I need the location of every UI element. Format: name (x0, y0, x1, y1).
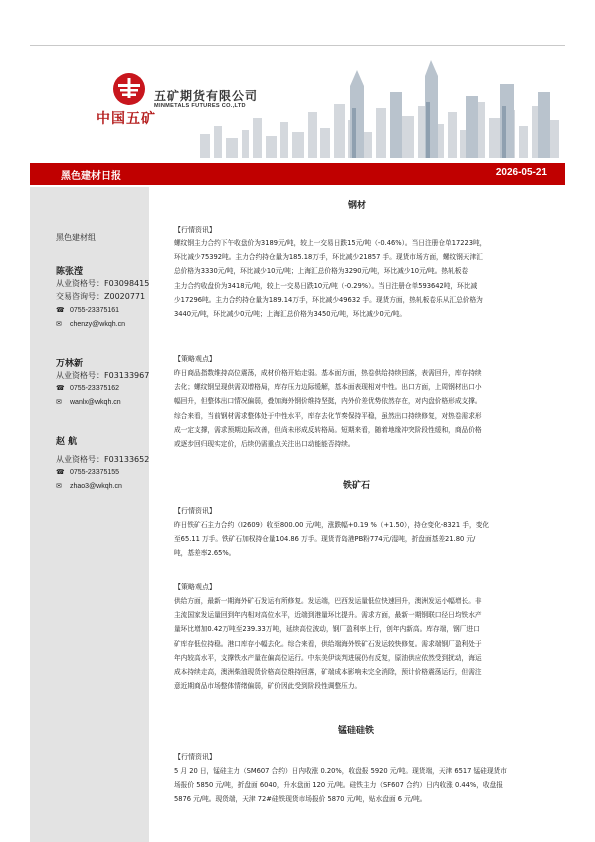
paragraph-line: 或逐步回归现实定价，后续仍需重点关注出口动能能否持续。 (174, 440, 355, 449)
analyst-email[interactable]: chenzy@wkqh.cn (70, 320, 125, 328)
section-title-ferroalloy: 锰硅硅铁 (338, 726, 375, 736)
paragraph-line: 幅回升，但整体出口情况偏弱，叠加海外钢价维持坚挺，内外价差优势依然存在，对内盘价格形成支撑。 (174, 397, 482, 406)
analyst-name: 万林新 (56, 359, 84, 369)
iron-ore-market-info (174, 518, 556, 561)
analyst-email[interactable]: zhao3@wkqh.cn (70, 483, 122, 491)
paragraph-line: 年内较高水平，支撑铁水产量在偏高位运行。中东美伊谈判进展仍有反复，原油供应依然受到扰动，海运 (174, 653, 482, 662)
strategy-label: 【策略观点】 (174, 355, 216, 363)
paragraph-line: 总价格为3330元/吨，环比减少10元/吨；上海汇总价格为3290元/吨，环比减少10元/吨。热轧板卷 (174, 267, 469, 276)
analyst-card (56, 264, 166, 332)
paragraph-line: 成一定支撑，需求预期边际改善，但尚未形成反转格局。短期来看，随着地缘冲突阶段性缓和，商品价格 (174, 425, 482, 434)
minmetals-logo-icon (110, 70, 148, 108)
analyst-email[interactable]: wanlx@wkqh.cn (70, 399, 121, 407)
analyst-cert: 从业资格号：F03133967 (56, 370, 150, 380)
team-name: 黑色建材组 (56, 233, 96, 242)
phone-icon: ☎ (56, 468, 65, 477)
paragraph-line: 供给方面，最新一期海外矿石发运有所修复。发运端，巴西发运量低位快速回升，澳洲发运小幅增长。非 (174, 597, 482, 605)
paragraph-line: 至65.11 万手。铁矿石加权持仓量104.86 万手。现货青岛港PB粉774元/湿吨，折盘面基差21.80 元/ (174, 535, 476, 544)
phone-icon: ☎ (56, 384, 65, 393)
paragraph-line: 量环比增加0.42万吨至239.33万吨，延续高位波动，钢厂盈利率上行，创年内新高。库存端，钢厂进口 (174, 625, 480, 634)
paragraph-line: 3440元/吨，环比减少0元/吨；上海汇总价格为3450元/吨，环比减少0元/吨。 (174, 310, 407, 319)
paragraph-line: 主流国家发运量回到年内相对高位水平，近端到港量环比提升。需求方面，最新一期钢联口径日均铁水产 (174, 611, 482, 620)
iron-ore-strategy (174, 594, 556, 693)
email-icon: ✉ (56, 482, 62, 491)
company-name-en: MINMETALS FUTURES CO.,LTD (154, 103, 246, 109)
phone-icon: ☎ (56, 306, 65, 315)
report-title-bar (30, 163, 565, 185)
paragraph-line: 主力合约收盘价为3418元/吨，较上一交易日跌10元/吨（-0.29%）。当日注册仓单593642吨，环比减 (174, 281, 478, 290)
section-title-steel: 钢材 (348, 201, 367, 211)
paragraph-line: 综合来看，当前钢材需求整体处于中性水平，库存去化节奏保持平稳，虽然出口持续修复，对热卷需求形 (174, 411, 482, 420)
report-title: 黑色建材日报 (61, 171, 121, 182)
analyst-card (56, 434, 166, 495)
paragraph-line: 意近期商品市场整体情绪偏弱，矿价因此受到阶段性调整压力。 (174, 682, 362, 691)
analyst-sidebar (30, 187, 149, 842)
report-date: 2026-05-21 (495, 167, 547, 178)
ferroalloy-market-info (174, 764, 556, 807)
paragraph-line: 螺纹钢主力合约下午收盘价为3189元/吨，较上一交易日跌15元/吨（-0.46%）。当日注册仓单17223吨， (174, 239, 487, 247)
paragraph-line: 矿库存低位持稳。港口库存小幅去化。综合来看，供给端海外铁矿石发运较快修复。需求端钢厂盈利处于 (174, 639, 482, 648)
paragraph-line: 环比减少75392吨。主力合约持仓量为185.18万手，环比减少21857 手。现货市场方面，螺纹钢天津汇 (174, 253, 483, 262)
analyst-card (56, 356, 166, 411)
paragraph-line: 5 月 20 日，锰硅主力（SM607 合约）日内收涨 0.20%，收盘报 5920 元/吨。现货端，天津 6517 锰硅现货市 (174, 767, 507, 775)
section-title-iron-ore: 铁矿石 (343, 481, 371, 491)
paragraph-line: 昨日铁矿石主力合约（I2609）收至800.00 元/吨，涨跌幅+0.19 %（+1.50），持仓变化-8321 手，变化 (174, 521, 490, 529)
analyst-cert: 从业资格号：F03133652 (56, 454, 150, 464)
analyst-advisor-id: 交易咨询号：Z0020771 (56, 292, 146, 302)
paragraph-line: 场报价 5850 元/吨，折盘面 6040，升水盘面 120 元/吨。硅铁主力（SF607 合约）日内收涨 0.44%，收盘报 (174, 781, 503, 790)
analyst-phone: 0755-23375161 (70, 307, 120, 315)
analyst-phone: 0755-23375155 (70, 469, 120, 477)
market-info-label: 【行情资讯】 (174, 753, 216, 761)
paragraph-line: 吨，基差率2.65%。 (174, 549, 236, 558)
paragraph-line: 昨日商品指数维持高位震荡，成材价格开始走弱。基本面方面，热卷供给持续回落，表需回升，库存持续 (174, 369, 482, 377)
logo-text: 中国五矿 (96, 111, 156, 127)
email-icon: ✉ (56, 398, 62, 407)
steel-market-info (174, 236, 556, 321)
analyst-phone: 0755-23375162 (70, 385, 120, 393)
steel-strategy (174, 366, 556, 451)
report-header (30, 45, 565, 158)
company-name-cn: 五矿期货有限公司 (154, 89, 259, 103)
analyst-name: 陈张滢 (56, 267, 84, 277)
analyst-name: 赵 航 (56, 437, 78, 447)
email-icon: ✉ (56, 319, 62, 328)
market-info-label: 【行情资讯】 (174, 226, 216, 234)
strategy-label: 【策略观点】 (174, 583, 216, 591)
paragraph-line: 5876 元/吨。现货端，天津 72#硅铁现货市场报价 5870 元/吨，贴水盘面 6 元/吨。 (174, 795, 427, 804)
paragraph-line: 少17296吨。主力合约持仓量为189.14万手，环比减少49632 手。现货方面，热轧板卷乐从汇总价格为 (174, 295, 483, 304)
paragraph-line: 去化；螺纹钢呈现供需双增格局，库存压力边际缓解，基本面表现相对中性。出口方面，上周钢材出口小 (174, 383, 482, 392)
paragraph-line: 成本持续走高，澳洲柴油现货价格高位维持回落，矿端成本影响未完全消除，预计价格震荡运行，但需注 (174, 668, 482, 677)
analyst-cert: 从业资格号：F03098415 (56, 278, 150, 288)
market-info-label: 【行情资讯】 (174, 507, 216, 515)
